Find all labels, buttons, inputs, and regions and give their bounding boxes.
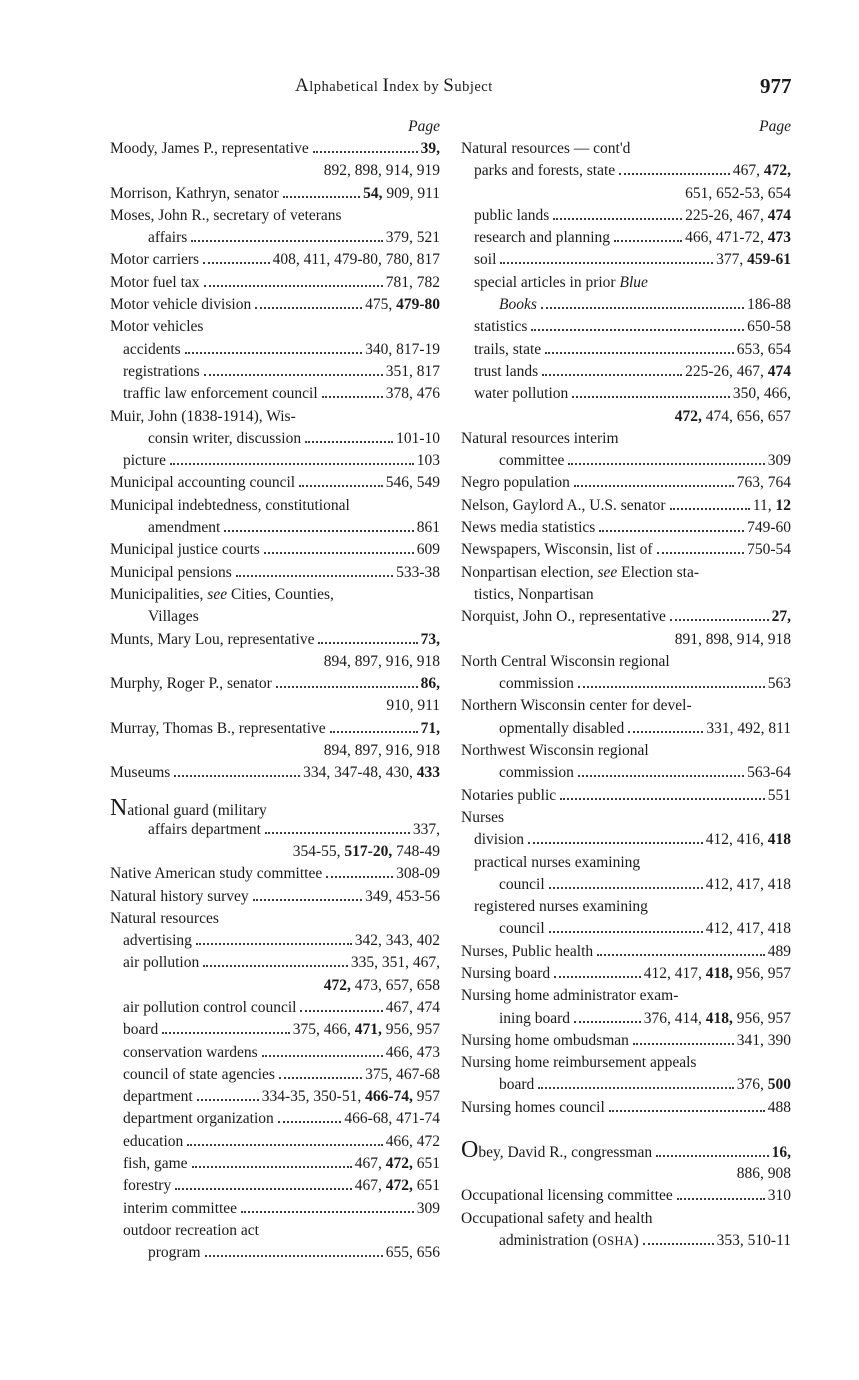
index-entry: Natural resources interim [461, 429, 619, 447]
index-entry: Munts, Mary Lou, representative 73, [110, 630, 440, 648]
index-entry: Newspapers, Wisconsin, list of 750-54 [461, 541, 791, 559]
page-number: 977 [760, 74, 792, 98]
index-entry: Murphy, Roger P., senator 86, [110, 675, 440, 693]
index-entry: Motor vehicle division 475, 479-80 [110, 296, 440, 314]
index-entry: Occupational licensing committee 310 [461, 1187, 791, 1205]
index-entry: North Central Wisconsin regional [461, 652, 670, 670]
index-entry: Northern Wisconsin center for devel- [461, 697, 692, 715]
index-entry: Nursing home administrator exam- [461, 987, 679, 1005]
index-entry: Nelson, Gaylord A., U.S. senator 11, 12 [461, 496, 791, 514]
index-entry: Municipal pensions 533-38 [110, 563, 440, 581]
index-entry: Native American study committee 308-09 [110, 865, 440, 883]
index-entry: Natural resources — cont'd [461, 140, 631, 157]
index-entry: Norquist, John O., representative 27, [461, 608, 791, 626]
index-entry: Murray, Thomas B., representative 71, [110, 719, 440, 737]
index-entry: Municipalities, see Cities, Counties, [110, 585, 334, 603]
index-entry: Natural resources [110, 909, 219, 927]
index-entry: Nursing home ombudsman 341, 390 [461, 1031, 791, 1049]
index-entry: Municipal justice courts 609 [110, 541, 440, 559]
right-column: Page Natural resources — cont'd parks and forests, state 467, 472, 651, 652-53, 654 public lands 225-26, 467, 474 research and planning 466, 471-72, 473 soil 377, 459-61 special articles in prior Blue Books 186-88 statistics 650-58 trails, state 653, 654 trust lands 225-26, 467, 474 water pollution 350, 466, 472, 474, 656, 657 Natural resources interim committee 309 Negro population 763, 764 Nelson, Gaylord A., U.S. senator 11, 12 News media statistics 749-60 Newspapers, Wisconsin, list of 750-54 Nonpartisan election, see Election sta- tistics, Nonpartisan Norquist, John O., representative 27, 891, 898, 914, 918 North Central Wisconsin regional commission 563 Northern Wisconsin center for devel- opmentally disabled 331, 492, 811 Northwest Wisconsin regional commission 563-64 Notaries public 551 Nurses division 412, 416, 418 practical nurses examining council 412, 417, 418 registered nurses examining council 412, 417, 418 Nurses, Public health 489 Nursing board 412, 417, 418, 956, 957 Nursing home administrator exam- ining board 376, 414, 418, 956, 957 Nursing home ombudsman 341, 390 Nursing home reimbursement appeals board 376, 500 Nursing homes council 488 O bey, David R., congressman 16, 886, 908 Occupational licensing committee 310 Occupational safety and health administration ( OSHA ) 353, 510-11 [461, 118, 791, 1249]
index-entry: Nurses [461, 808, 505, 826]
index-entry: Motor carriers 408, 411, 479-80, 780, 817 [110, 251, 440, 269]
index-entry: Natural history survey 349, 453-56 [110, 887, 440, 905]
running-head: Alphabetical Index by Subject [295, 75, 493, 96]
index-entry: Occupational safety and health [461, 1209, 653, 1227]
column-page-label: Page [408, 118, 440, 135]
left-column: Page Moody, James P., representative 39, 892, 898, 914, 919 Morrison, Kathryn, senator 54, 909, 911 Moses, John R., secretary of veterans affairs 379, 521 Motor carriers 408, 411, 479-80, 780, 817 Motor fuel tax 781, 782 Motor vehicle division 475, 479-80 Motor vehicles accidents 340, 817-19 registrations 351, 817 traffic law enforcement council 378, 476 Muir, John (1838-1914), Wis- consin writer, discussion 101-10 picture 103 Municipal accounting council 546, 549 Municipal indebtedness, constitutional amendment 861 Municipal justice courts 609 Municipal pensions 533-38 Municipalities, see Cities, Counties, Villages Munts, Mary Lou, representative 73, 894, 897, 916, 918 Murphy, Roger P., senator 86, 910, 911 Murray, Thomas B., representative 71, 894, 897, 916, 918 Museums 334, 347-48, 430, 433 N ational guard (military affairs department 337, 354-55, 517-20, 748-49 Native American study committee 308-09 Natural history survey 349, 453-56 Natural resources advertising 342, 343, 402 air pollution 335, 351, 467, 472, 473, 657, 658 air pollution control council 467, 474 board 375, 466, 471, 956, 957 conservation wardens 466, 473 council of state agencies 375, 467-68 department 334-35, 350-51, 466-74, 957 department organization 466-68, 471-74 education 466, 472 fish, game 467, 472, 651 forestry 467, 472, 651 interim committee 309 outdoor recreation act program 655, 656 [110, 118, 440, 1262]
index-entry: Nursing home reimbursement appeals [461, 1054, 697, 1072]
index-entry: Nonpartisan election, see Election sta- [461, 563, 700, 581]
index-entry: N ational guard (military [110, 794, 267, 821]
index-entry: Motor fuel tax 781, 782 [110, 273, 440, 291]
index-entry: Muir, John (1838-1914), Wis- [110, 407, 296, 425]
index-entry: Morrison, Kathryn, senator 54, 909, 911 [110, 184, 440, 202]
index-entry: Moses, John R., secretary of veterans [110, 206, 342, 224]
index-entry: Municipal accounting council 546, 549 [110, 474, 440, 492]
index-entry: Northwest Wisconsin regional [461, 742, 649, 760]
index-entry: News media statistics 749-60 [461, 519, 791, 537]
index-entry: Negro population 763, 764 [461, 474, 791, 492]
index-entry: Notaries public 551 [461, 786, 791, 804]
index-entry: O bey, David R., congressman 16, [461, 1137, 791, 1164]
index-entry: Moody, James P., representative 39, [110, 140, 440, 157]
index-entry: Nursing board 412, 417, 418, 956, 957 [461, 964, 791, 982]
index-entry: Museums 334, 347-48, 430, 433 [110, 764, 440, 782]
column-page-label: Page [759, 118, 791, 135]
index-entry: Nurses, Public health 489 [461, 942, 791, 960]
index-entry: Motor vehicles [110, 318, 204, 336]
index-entry: Nursing homes council 488 [461, 1098, 791, 1116]
index-entry: Municipal indebtedness, constitutional [110, 496, 350, 514]
